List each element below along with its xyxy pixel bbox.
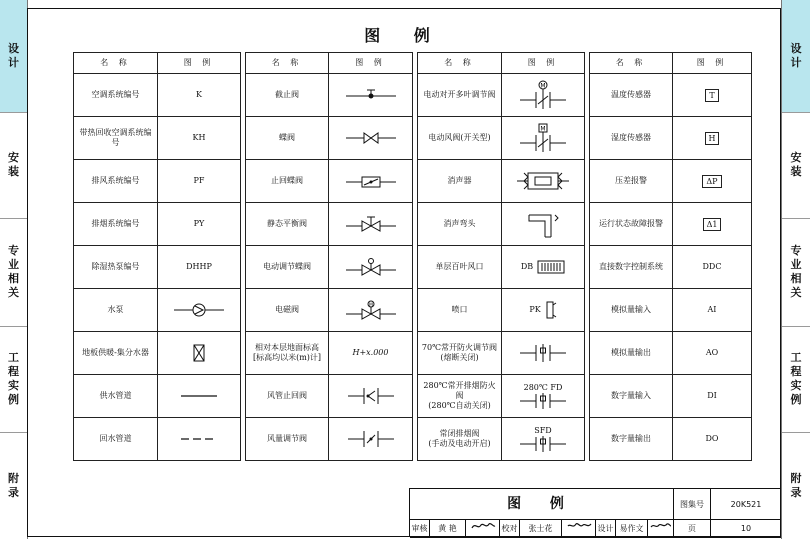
globe-valve-icon [342,88,400,102]
legend-name: 电动风阀(开关型) [418,117,502,160]
motorized-damper-icon [518,123,568,153]
side-tab-design[interactable]: 设计 [782,0,810,113]
legend-name: 带热回收空调系统编号 [74,117,158,160]
right-side-tabs [781,0,810,539]
legend-code: PF [158,160,241,203]
nozzle-icon [545,301,557,319]
control-code: AO [673,332,752,375]
legend-name: 直接数字控制系统 [590,246,673,289]
legend-name: 电动对开多叶调节阀 [418,74,502,117]
motorized-multi-blade-damper-icon [518,80,568,110]
table-row [74,160,752,203]
atlas-no: 20K521 [711,489,781,520]
control-code: DI [673,375,752,418]
table-row [74,117,752,160]
table-row [74,375,752,418]
side-tab-appendix[interactable]: 附录 [790,471,802,499]
legend-name: 电磁阀 [246,289,329,332]
legend-name: 截止阀 [246,74,329,117]
header-name: 名 称 [246,53,329,74]
damper-code: SFD [534,425,552,435]
table-row [74,203,752,246]
solenoid-valve-icon [342,299,400,321]
legend-name: 除湿热泵编号 [74,246,158,289]
page-title: 图 例 [364,26,444,45]
legend-name: 风量调节阀 [246,418,329,461]
review-label: 审核 [410,520,430,538]
legend-name: 温度传感器 [590,74,673,117]
control-code: DDC [673,246,752,289]
louver-outlet-icon [537,260,565,274]
atlas-no-label: 图集号 [674,489,711,520]
side-tab-related[interactable]: 专业相关 [782,218,810,327]
header-symbol: 图 例 [502,53,585,74]
table-row [74,246,752,289]
legend-code: DHHP [158,246,241,289]
side-tab-install[interactable]: 安装 [0,112,27,219]
legend-name: 蝶阀 [246,117,329,160]
sensor-code: T [705,89,718,102]
legend-name: 280℃常开排烟防火阀 [423,381,496,400]
left-side-tabs [0,0,28,539]
elevation-code: H+x.000 [329,332,413,375]
header-symbol: 图 例 [158,53,241,74]
review-signature [466,520,500,538]
check-label: 校对 [500,520,520,538]
legend-name: 消声弯头 [418,203,502,246]
legend-name: 湿度传感器 [590,117,673,160]
silencer-icon [514,170,572,192]
design-name: 易作文 [616,520,648,538]
header-name: 名 称 [74,53,158,74]
legend-code: PY [158,203,241,246]
smoke-exhaust-damper-icon [518,435,568,453]
side-tab-appendix[interactable]: 附录 [8,471,19,499]
legend-name: 排风系统编号 [74,160,158,203]
check-signature [562,520,596,538]
control-code: DO [673,418,752,461]
header-name: 名 称 [590,53,673,74]
water-pump-icon [170,302,228,318]
volume-damper-icon [346,428,396,450]
outlet-code: DB [520,262,534,271]
supply-pipe-icon [179,393,219,399]
legend-name: 地板供暖-集分水器 [74,332,158,375]
svg-text:M: M [540,82,546,90]
butterfly-valve-icon [342,131,400,145]
legend-name: 70℃常开防火调节阀 [421,343,498,352]
damper-code: 280℃ FD [523,382,563,392]
page-number: 10 [711,520,781,538]
legend-name-note: [标高均以米(m)计] [252,353,322,362]
table-row [74,289,752,332]
static-balancing-valve-icon [342,215,400,233]
legend-name: 风管止回阀 [246,375,329,418]
legend-name-note: (280℃自动关闭) [428,401,491,410]
page-label: 页 [674,520,711,538]
header-symbol: 图 例 [673,53,752,74]
legend-name: 止回蝶阀 [246,160,329,203]
legend-name: 供水管道 [74,375,158,418]
title-block [409,488,781,537]
side-tab-design[interactable]: 设计 [0,0,27,113]
table-row [74,332,752,375]
header-symbol: 图 例 [329,53,413,74]
damper-mark: M [540,125,546,133]
legend-name: 回水管道 [74,418,158,461]
check-butterfly-valve-icon [342,173,400,189]
sensor-code: H [705,132,720,145]
legend-name: 数字量输入 [590,375,673,418]
legend-name: 数字量输出 [590,418,673,461]
design-signature [648,520,674,538]
alarm-code: ΔP [702,175,721,188]
legend-name: 单层百叶风口 [418,246,502,289]
side-tab-install[interactable]: 安装 [782,112,810,219]
legend-name: 模拟量输出 [590,332,673,375]
review-name: 黄 艳 [430,520,466,538]
table-row [74,418,752,461]
legend-name: 电动调节蝶阀 [246,246,329,289]
duct-check-valve-icon [346,385,396,407]
legend-code: K [158,74,241,117]
legend-name: 空调系统编号 [74,74,158,117]
header-row [74,53,752,74]
legend-table [73,52,752,461]
title-block-title: 图 例 [410,489,674,520]
svg-text:M: M [368,303,373,308]
fire-damper-70-icon [518,342,568,364]
manifold-icon [192,344,206,362]
return-pipe-icon [179,436,219,442]
side-tab-examples[interactable]: 工程实例 [782,326,810,433]
legend-name-note: (熔断关闭) [440,353,479,362]
silencer-elbow-icon [523,209,563,239]
legend-name: 模拟量输入 [590,289,673,332]
legend-name: 相对本层地面标高 [255,343,319,352]
control-code: AI [673,289,752,332]
legend-code: KH [158,117,241,160]
check-name: 张士花 [520,520,562,538]
nozzle-code: PK [529,305,541,314]
motorized-butterfly-valve-icon [342,257,400,277]
legend-name: 运行状态故障报警 [590,203,673,246]
legend-name: 喷口 [418,289,502,332]
legend-name: 水泵 [74,289,158,332]
legend-name-note: (手动及电动开启) [428,439,491,448]
legend-name: 压差报警 [590,160,673,203]
legend-name: 消声器 [418,160,502,203]
smoke-fire-damper-icon [518,392,568,410]
side-tab-related[interactable]: 专业相关 [0,218,27,327]
side-tab-examples[interactable]: 工程实例 [0,326,27,433]
design-label: 设计 [596,520,616,538]
legend-name: 静态平衡阀 [246,203,329,246]
legend-name: 常闭排烟阀 [439,429,480,438]
header-name: 名 称 [418,53,502,74]
legend-name: 排烟系统编号 [74,203,158,246]
alarm-code: Δ1 [703,218,722,231]
table-row [74,74,752,117]
